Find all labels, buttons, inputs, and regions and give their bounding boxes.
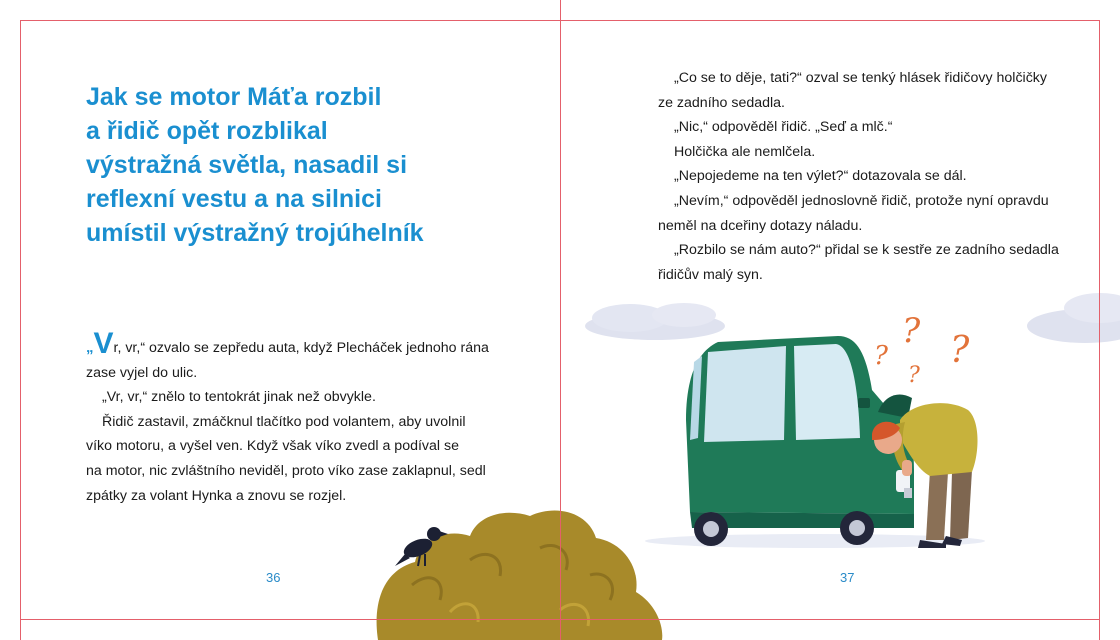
paragraph-line: zase vyjel do ulic.	[86, 364, 198, 381]
chapter-title	[86, 80, 526, 250]
paragraph-line: Řidič zastavil, zmáčknul tlačítko pod volantem, aby uvolnil	[102, 413, 466, 430]
svg-text:?: ?	[950, 330, 970, 371]
paragraph-line	[86, 327, 489, 361]
dropcap-quote: „	[86, 339, 94, 356]
paragraph-line: „Vr, vr,“ znělo to tentokrát jinak než obvykle.	[102, 389, 376, 406]
paragraph-line: neměl na dceřiny dotazy náladu.	[658, 217, 863, 234]
dropcap-letter: V	[93, 327, 114, 360]
paragraph-line: „Rozbilo se nám auto?“ přidal se k sestře ze zadního sedadla	[674, 242, 1059, 259]
paragraph-line: „Nepojedeme na ten výlet?“ dotazovala se dál.	[674, 168, 967, 185]
svg-text:?: ?	[874, 341, 888, 371]
paragraph-line: „Nevím,“ odpověděl jednoslovně řidič, protože nyní opravdu	[674, 192, 1049, 209]
title-line: Jak se motor Máťa rozbil	[86, 83, 382, 111]
paragraph-line: ze zadního sedadla.	[658, 94, 785, 111]
left-body-text	[86, 327, 489, 508]
paragraph-line: na motor, nic zvláštního neviděl, proto víko zase zaklapnul, sedl	[86, 462, 486, 479]
paragraph-line: řidičův malý syn.	[658, 266, 763, 283]
paragraph-text: r, vr,“ ozvalo se zepředu auta, když Plecháček jednoho rána	[113, 340, 489, 356]
paragraph-line: „Co se to děje, tati?“ ozval se tenký hlásek řidičovy holčičky	[674, 70, 1047, 86]
right-body-text	[658, 66, 1058, 287]
title-line: reflexní vestu a na silnici	[86, 185, 382, 213]
paragraph-line: Holčička ale nemlčela.	[674, 143, 816, 160]
paragraph-line: víko motoru, a vyšel ven. Když však víko zvedl a podíval se	[86, 438, 459, 455]
title-line: výstražná světla, nasadil si	[86, 151, 408, 179]
title-line: umístil výstražný trojúhelník	[86, 219, 424, 247]
page-number-left: 36	[266, 570, 281, 585]
title-line: a řidič opět rozblikal	[86, 117, 328, 145]
page-number-right: 37	[840, 570, 855, 585]
paragraph-line: „Nic,“ odpověděl řidič. „Seď a mlč.“	[674, 119, 893, 136]
svg-text:?: ?	[908, 363, 920, 388]
paragraph-line: zpátky za volant Hynka a znovu se rozjel.	[86, 487, 347, 504]
svg-text:?: ?	[902, 311, 921, 351]
